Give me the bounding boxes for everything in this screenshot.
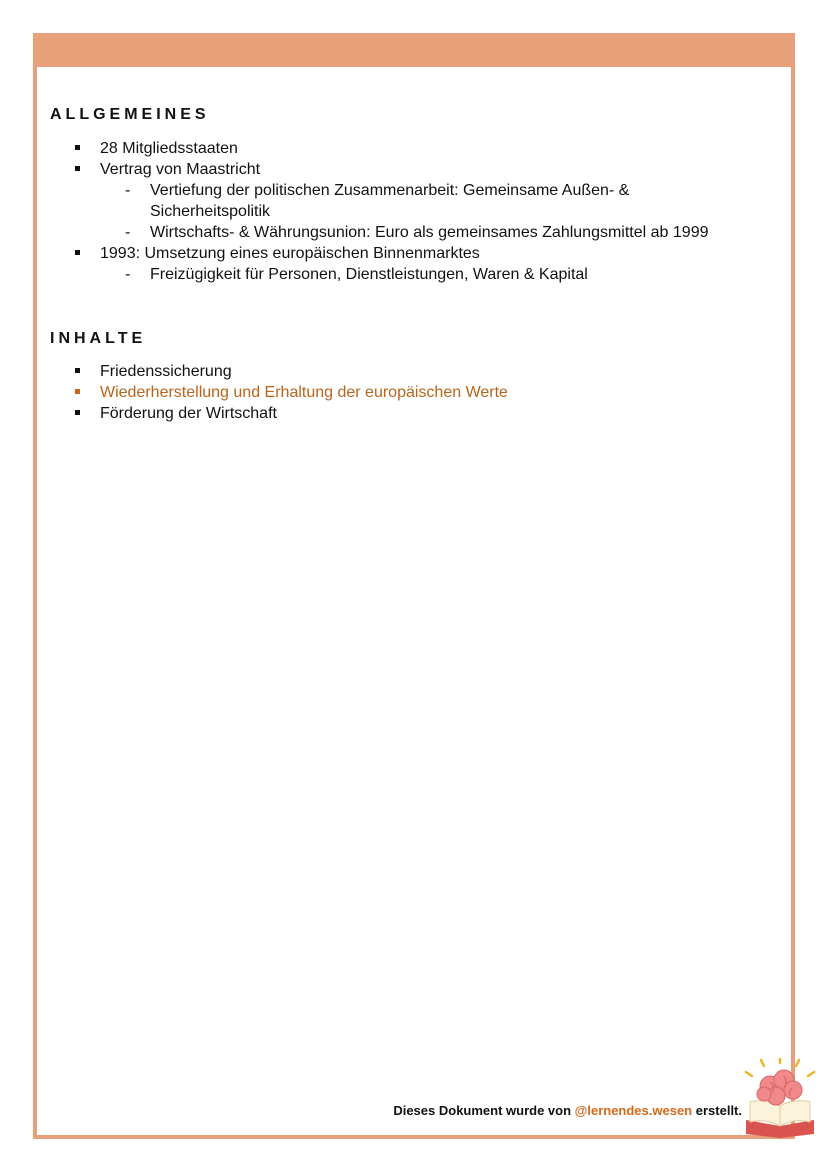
sub-list-item: - Vertiefung der politischen Zusammenarbeit: Gemeinsame Außen- & xyxy=(125,182,630,199)
dash-bullet-icon: - xyxy=(125,266,131,283)
square-bullet-icon xyxy=(75,368,80,373)
author-handle: @lernendes.wesen xyxy=(574,1103,693,1118)
list-item-highlighted: Wiederherstellung und Erhaltung der europäischen Werte xyxy=(50,382,770,403)
list-inhalte xyxy=(50,361,770,424)
square-bullet-icon xyxy=(75,166,80,171)
square-bullet-icon xyxy=(75,410,80,415)
dash-bullet-icon: - xyxy=(125,224,131,241)
list-allgemeines xyxy=(50,138,770,285)
sub-list-item: - Freizügigkeit für Personen, Dienstleistungen, Waren & Kapital xyxy=(125,266,588,283)
sub-list-item-continuation: Sicherheitspolitik xyxy=(150,203,271,220)
dash-bullet-icon: - xyxy=(125,182,131,199)
square-bullet-icon xyxy=(75,250,80,255)
sub-list-item: - Wirtschafts- & Währungsunion: Euro als gemeinsames Zahlungsmittel ab 1999 xyxy=(125,224,709,241)
square-bullet-icon xyxy=(75,145,80,150)
section-title-allgemeines: ALLGEMEINES xyxy=(50,106,210,123)
square-bullet-icon xyxy=(75,389,80,394)
brain-book-icon xyxy=(740,1058,820,1138)
footer-credit: Dieses Dokument wurde von @lernendes.wesen erstellt. xyxy=(393,1103,742,1118)
list-item: 1993: Umsetzung eines europäischen Binnenmarktes xyxy=(50,243,770,264)
list-item: Vertrag von Maastricht xyxy=(50,159,770,180)
list-item: Förderung der Wirtschaft xyxy=(50,403,770,424)
list-item: 28 Mitgliedsstaaten xyxy=(50,138,770,159)
section-title-inhalte: INHALTE xyxy=(50,330,147,347)
list-item: Friedenssicherung xyxy=(50,361,770,382)
